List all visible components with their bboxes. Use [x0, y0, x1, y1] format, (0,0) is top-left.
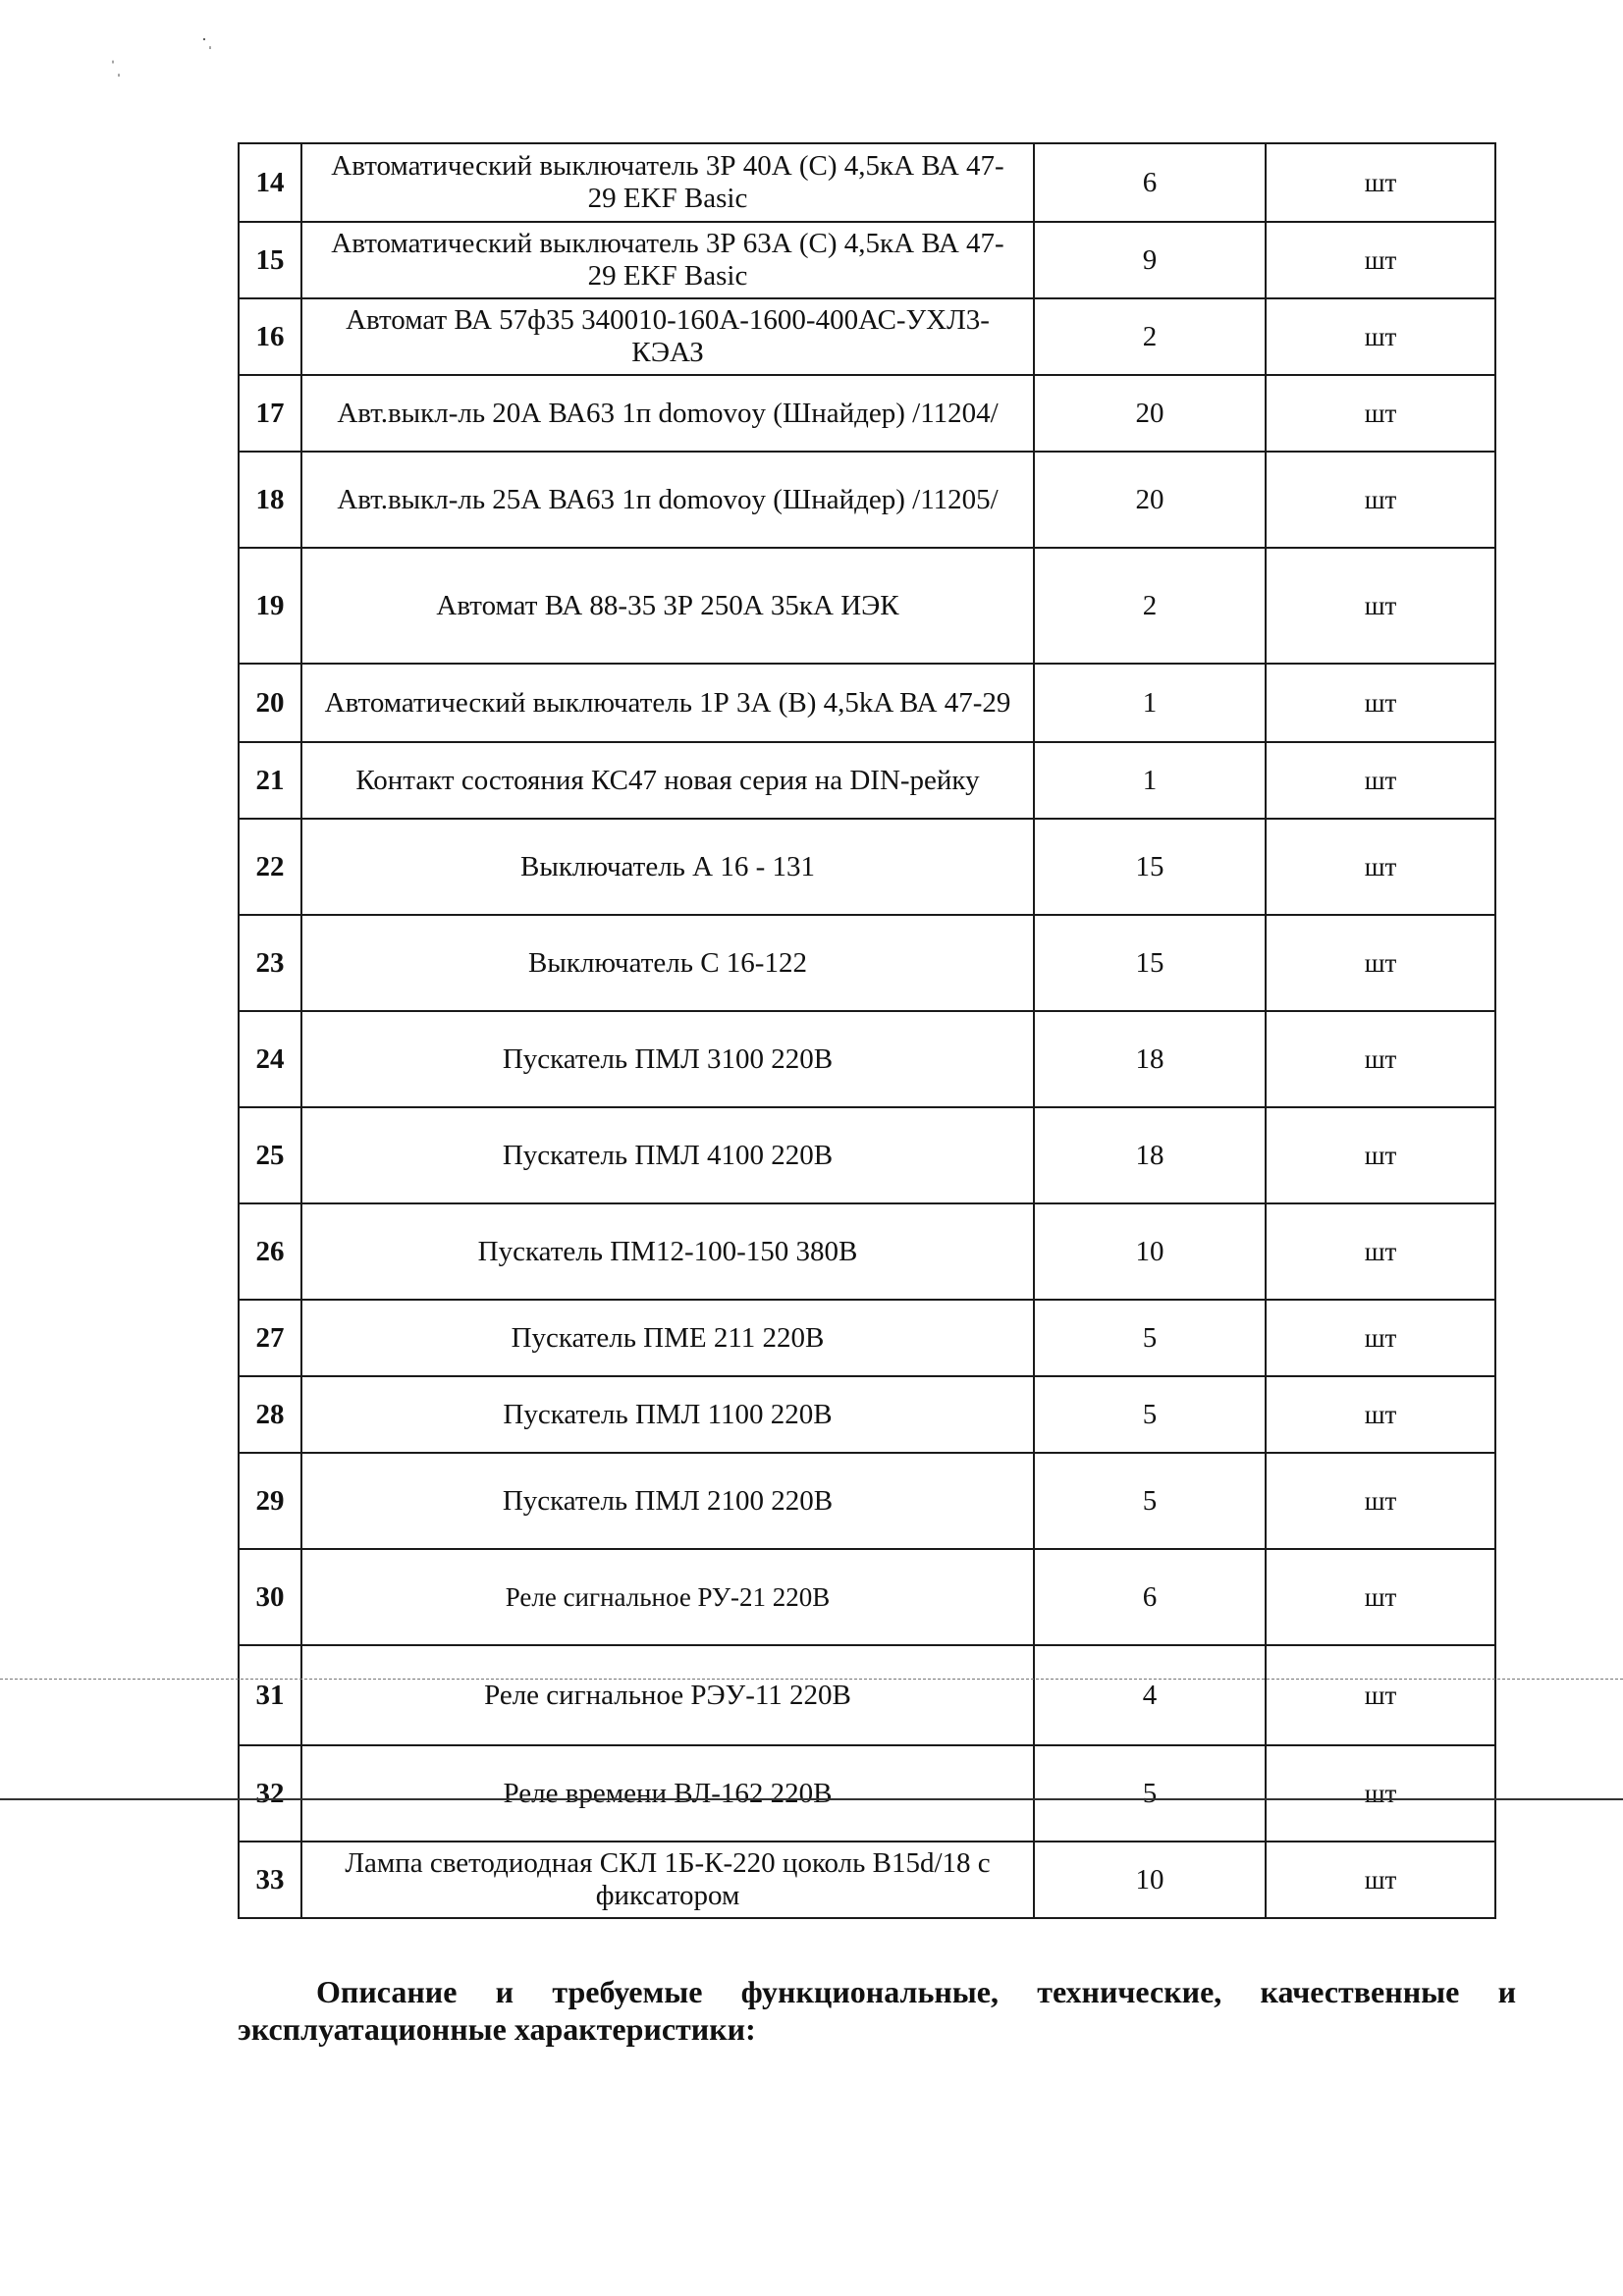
- item-unit: шт: [1266, 1011, 1495, 1107]
- item-name: Лампа светодиодная СКЛ 1Б-К-220 цоколь В15d/18 с фиксатором: [301, 1842, 1034, 1918]
- item-quantity: 1: [1034, 664, 1266, 742]
- item-unit: шт: [1266, 1203, 1495, 1300]
- item-quantity: 1: [1034, 742, 1266, 819]
- item-quantity: 18: [1034, 1011, 1266, 1107]
- item-unit: шт: [1266, 1745, 1495, 1842]
- table-body: [239, 143, 1495, 1918]
- item-name: Пускатель ПМ12-100-150 380В: [301, 1203, 1034, 1300]
- item-unit: шт: [1266, 298, 1495, 375]
- item-name: Пускатель ПМЕ 211 220В: [301, 1300, 1034, 1376]
- item-name: Выключатель А 16 - 131: [301, 819, 1034, 915]
- item-name: Пускатель ПМЛ 4100 220В: [301, 1107, 1034, 1203]
- item-quantity: 5: [1034, 1453, 1266, 1549]
- table-row: [239, 1011, 1495, 1107]
- row-number: 21: [239, 742, 301, 819]
- table-row: [239, 1645, 1495, 1745]
- table-row: [239, 1453, 1495, 1549]
- item-unit: шт: [1266, 452, 1495, 548]
- table-row: [239, 298, 1495, 375]
- item-quantity: 6: [1034, 1549, 1266, 1645]
- item-quantity: 2: [1034, 548, 1266, 664]
- table-row: [239, 915, 1495, 1011]
- scan-speck: ·ˌ: [201, 29, 213, 49]
- table-row: [239, 1376, 1495, 1453]
- item-quantity: 15: [1034, 819, 1266, 915]
- table-row: [239, 1842, 1495, 1918]
- scan-fold-line: [0, 1798, 1623, 1800]
- row-number: 24: [239, 1011, 301, 1107]
- item-unit: шт: [1266, 143, 1495, 222]
- description-heading: Описание и требуемые функциональные, технические, качественные и эксплуатационные характеристики:: [238, 1974, 1516, 2047]
- item-unit: шт: [1266, 375, 1495, 452]
- item-name: Пускатель ПМЛ 3100 220В: [301, 1011, 1034, 1107]
- row-number: 20: [239, 664, 301, 742]
- item-unit: шт: [1266, 1300, 1495, 1376]
- table-row: [239, 1107, 1495, 1203]
- row-number: 28: [239, 1376, 301, 1453]
- row-number: 25: [239, 1107, 301, 1203]
- item-quantity: 5: [1034, 1745, 1266, 1842]
- row-number: 19: [239, 548, 301, 664]
- item-unit: шт: [1266, 1549, 1495, 1645]
- item-quantity: 5: [1034, 1300, 1266, 1376]
- row-number: 26: [239, 1203, 301, 1300]
- item-name: Автомат ВА 57ф35 340010-160А-1600-400АС-УХЛ3-КЭАЗ: [301, 298, 1034, 375]
- row-number: 22: [239, 819, 301, 915]
- row-number: 18: [239, 452, 301, 548]
- table-row: [239, 819, 1495, 915]
- item-name: Автоматический выключатель 1Р 3А (В) 4,5kA ВА 47-29: [301, 664, 1034, 742]
- item-unit: шт: [1266, 1645, 1495, 1745]
- item-unit: шт: [1266, 819, 1495, 915]
- item-name: Реле сигнальное РУ-21 220В: [301, 1549, 1034, 1645]
- item-quantity: 5: [1034, 1376, 1266, 1453]
- item-name: Автомат ВА 88-35 3Р 250А 35кА ИЭК: [301, 548, 1034, 664]
- table-row: [239, 375, 1495, 452]
- item-quantity: 10: [1034, 1203, 1266, 1300]
- item-quantity: 2: [1034, 298, 1266, 375]
- table-row: [239, 1300, 1495, 1376]
- table-row: [239, 1203, 1495, 1300]
- row-number: 31: [239, 1645, 301, 1745]
- item-unit: шт: [1266, 1107, 1495, 1203]
- row-number: 32: [239, 1745, 301, 1842]
- scan-speck: ˈˌ: [110, 57, 122, 77]
- table-row: [239, 1745, 1495, 1842]
- item-unit: шт: [1266, 915, 1495, 1011]
- table-row: [239, 222, 1495, 298]
- table-row: [239, 143, 1495, 222]
- item-name: Реле сигнальное РЭУ-11 220В: [301, 1645, 1034, 1745]
- table-row: [239, 548, 1495, 664]
- row-number: 23: [239, 915, 301, 1011]
- item-unit: шт: [1266, 664, 1495, 742]
- item-unit: шт: [1266, 742, 1495, 819]
- item-quantity: 20: [1034, 452, 1266, 548]
- item-quantity: 15: [1034, 915, 1266, 1011]
- item-name: Пускатель ПМЛ 1100 220В: [301, 1376, 1034, 1453]
- item-name: Пускатель ПМЛ 2100 220В: [301, 1453, 1034, 1549]
- item-name: Авт.выкл-ль 25А ВА63 1п domovoy (Шнайдер) /11205/: [301, 452, 1034, 548]
- scan-fold-line: [0, 1679, 1623, 1680]
- item-unit: шт: [1266, 1376, 1495, 1453]
- table-row: [239, 1549, 1495, 1645]
- item-quantity: 10: [1034, 1842, 1266, 1918]
- item-name: Автоматический выключатель 3Р 40А (С) 4,5кА ВА 47-29 EKF Basic: [301, 143, 1034, 222]
- row-number: 27: [239, 1300, 301, 1376]
- item-name: Авт.выкл-ль 20А ВА63 1п domovoy (Шнайдер) /11204/: [301, 375, 1034, 452]
- item-quantity: 20: [1034, 375, 1266, 452]
- table-row: [239, 742, 1495, 819]
- item-name: Автоматический выключатель 3Р 63А (С) 4,5кА ВА 47-29 EKF Basic: [301, 222, 1034, 298]
- row-number: 15: [239, 222, 301, 298]
- item-name: Реле времени ВЛ-162 220В: [301, 1745, 1034, 1842]
- table-row: [239, 452, 1495, 548]
- item-unit: шт: [1266, 548, 1495, 664]
- row-number: 17: [239, 375, 301, 452]
- item-name: Выключатель С 16-122: [301, 915, 1034, 1011]
- row-number: 29: [239, 1453, 301, 1549]
- item-quantity: 18: [1034, 1107, 1266, 1203]
- table-row: [239, 664, 1495, 742]
- item-unit: шт: [1266, 222, 1495, 298]
- item-unit: шт: [1266, 1842, 1495, 1918]
- item-quantity: 6: [1034, 143, 1266, 222]
- item-quantity: 9: [1034, 222, 1266, 298]
- row-number: 14: [239, 143, 301, 222]
- row-number: 33: [239, 1842, 301, 1918]
- item-name: Контакт состояния КС47 новая серия на DIN-рейку: [301, 742, 1034, 819]
- specification-table: [238, 142, 1496, 1919]
- row-number: 30: [239, 1549, 301, 1645]
- item-quantity: 4: [1034, 1645, 1266, 1745]
- item-unit: шт: [1266, 1453, 1495, 1549]
- row-number: 16: [239, 298, 301, 375]
